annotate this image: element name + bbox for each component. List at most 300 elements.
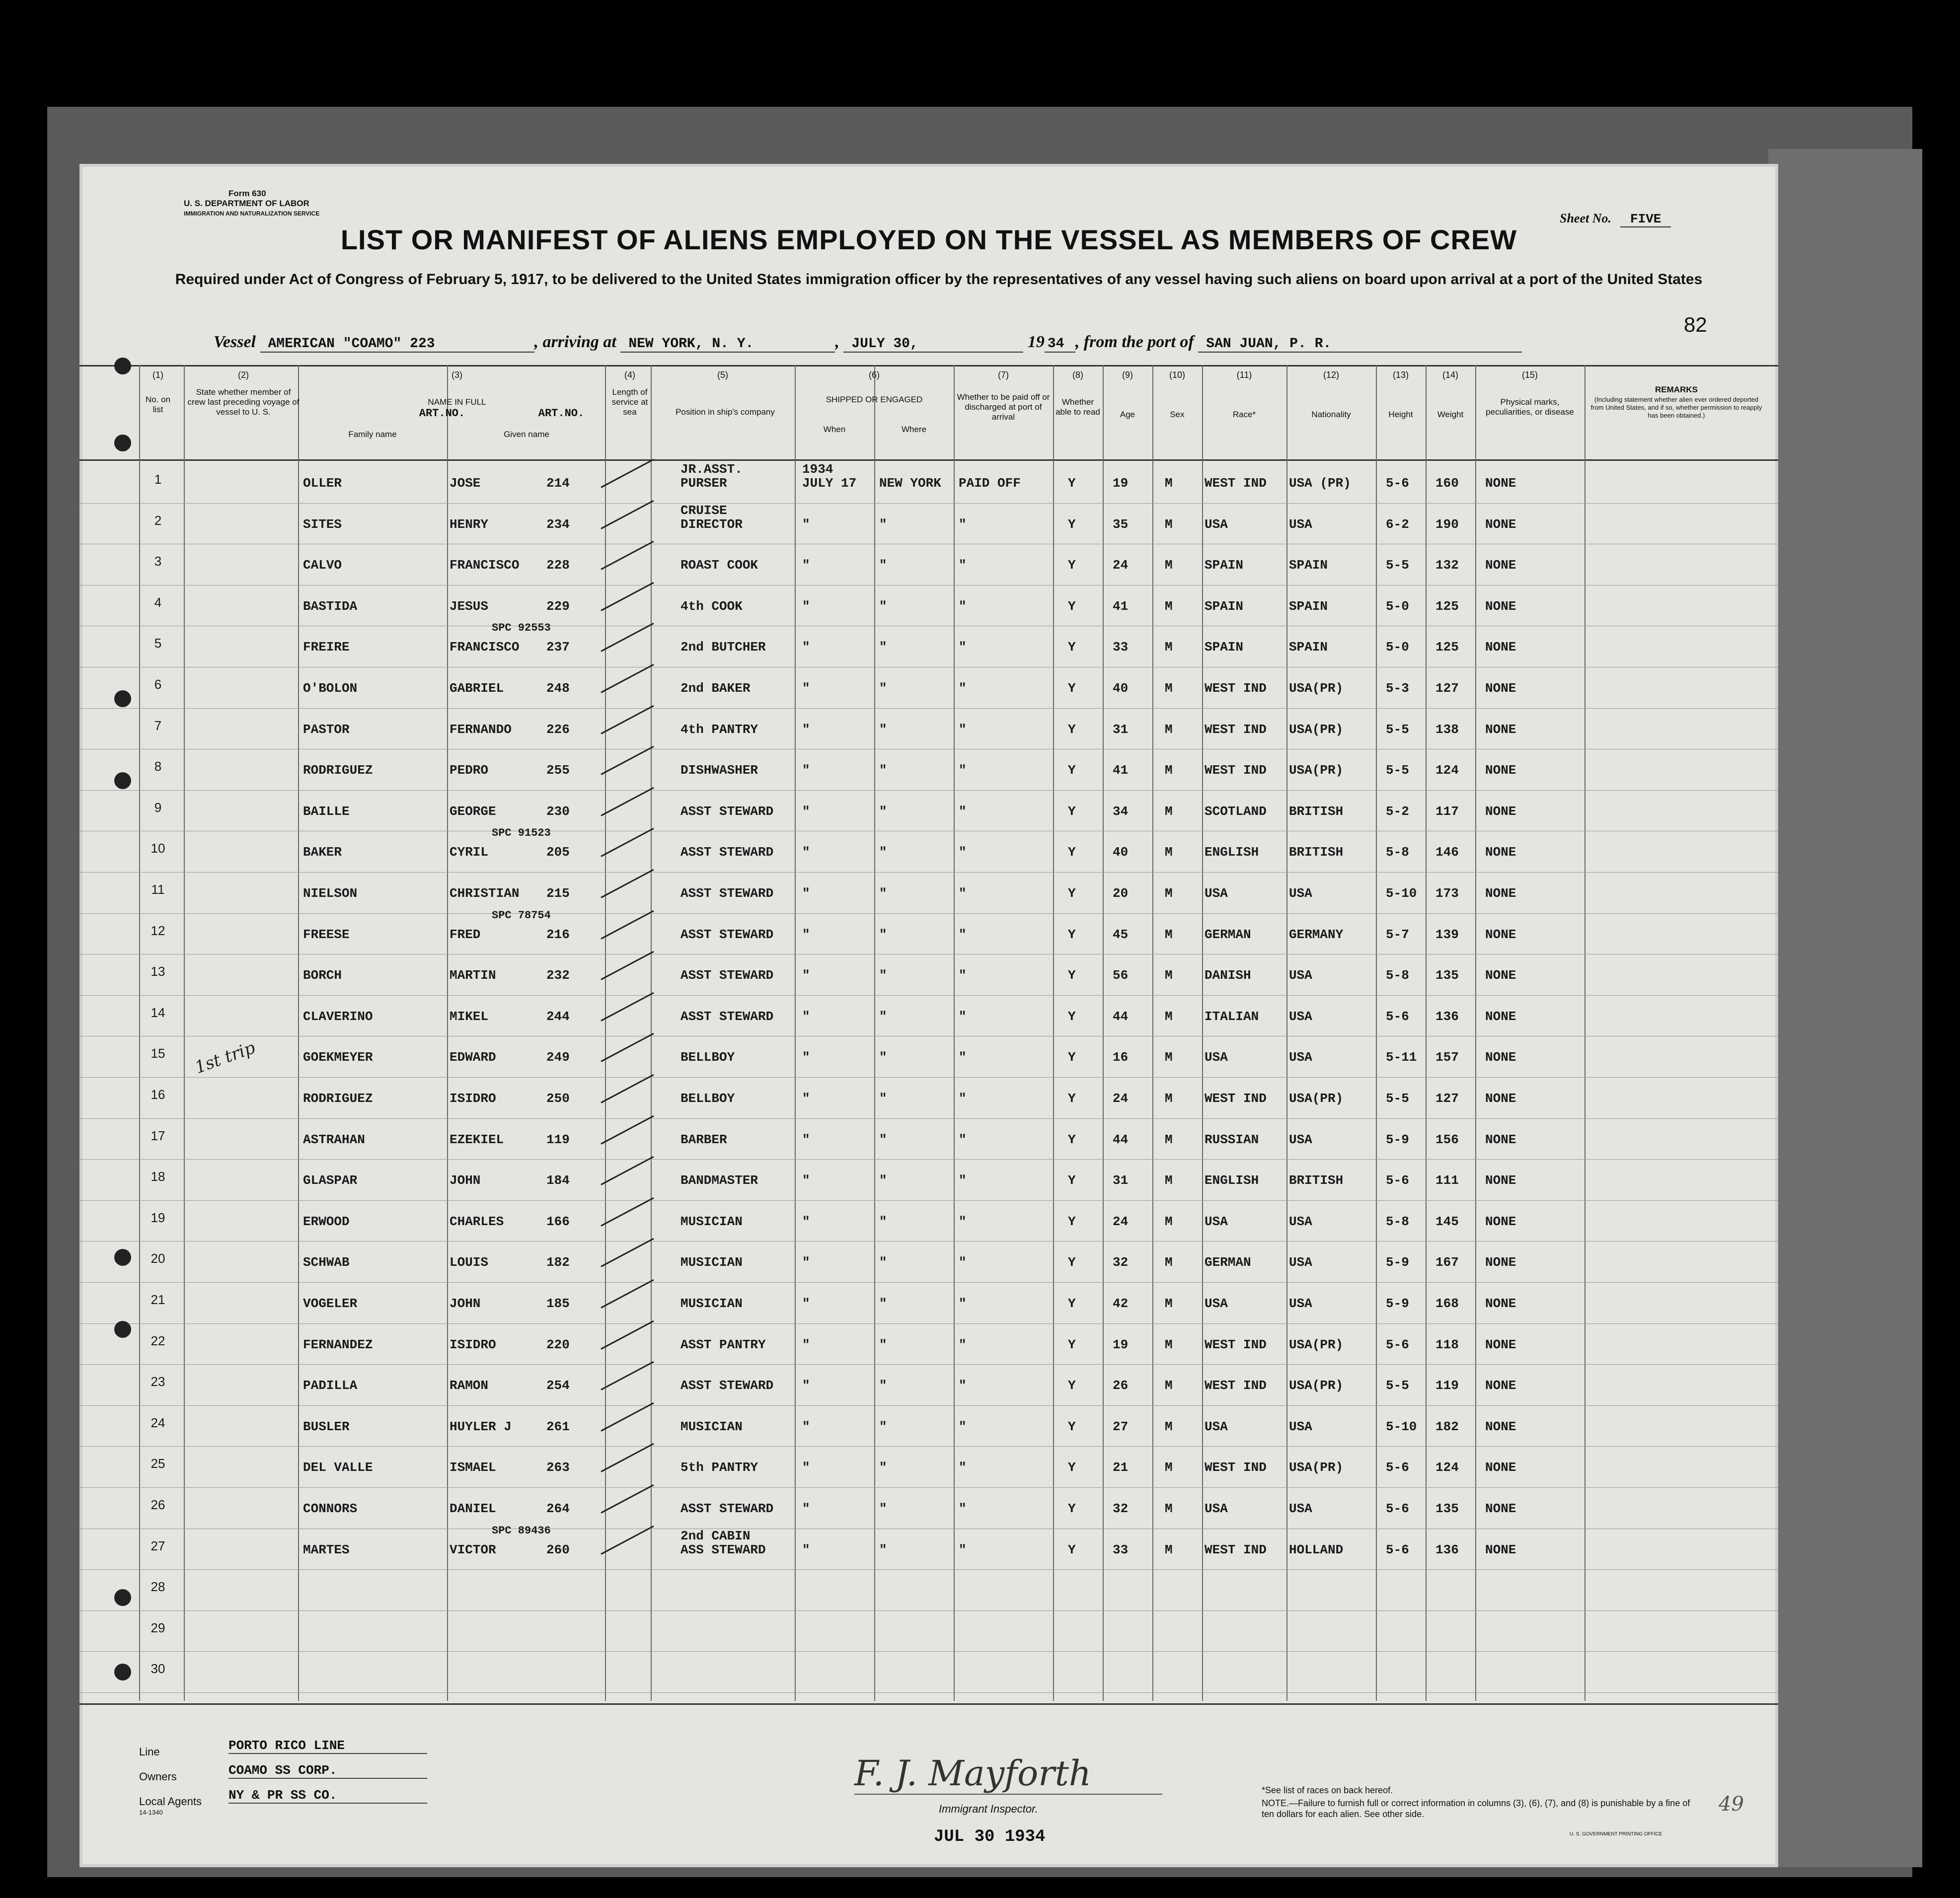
printing-office: U. S. GOVERNMENT PRINTING OFFICE (1570, 1831, 1662, 1837)
row-number: 6 (154, 677, 162, 692)
able-to-read: Y (1068, 1542, 1076, 1557)
nationality: USA (1289, 1501, 1312, 1516)
race: WEST IND (1205, 1460, 1267, 1475)
race: USA (1205, 1050, 1228, 1065)
header-paid-off: Whether to be paid off or discharged at port of arrival (957, 392, 1050, 422)
row-number: 2 (154, 512, 162, 528)
col-num-7: (7) (998, 370, 1009, 380)
position: 2nd BUTCHER (680, 640, 766, 655)
nationality: USA (1289, 1132, 1312, 1147)
position: 2nd BAKER (680, 681, 751, 696)
height: 5-8 (1386, 845, 1409, 860)
header-bottom-rule (79, 459, 1778, 461)
able-to-read: Y (1068, 1460, 1076, 1475)
tally-stroke (601, 910, 654, 939)
sex: M (1165, 598, 1173, 614)
position: ASST STEWARD (680, 1501, 774, 1516)
age: 31 (1113, 1173, 1129, 1188)
art-number: 230 (546, 803, 570, 819)
punch-hole (114, 1321, 131, 1338)
punch-hole (114, 772, 131, 789)
age: 19 (1113, 476, 1129, 491)
race: ENGLISH (1205, 1173, 1259, 1188)
paid-off: " (959, 1460, 967, 1475)
sex: M (1165, 1132, 1173, 1147)
weight: 124 (1435, 1460, 1459, 1475)
position: 4th PANTRY (680, 722, 758, 737)
physical-marks: NONE (1485, 1214, 1516, 1229)
position: ASST STEWARD (680, 968, 774, 983)
table-row (79, 827, 1778, 870)
header-family-name: Family name (348, 430, 397, 439)
tally-stroke (601, 705, 654, 734)
race: WEST IND (1205, 763, 1267, 778)
height: 5-9 (1386, 1296, 1409, 1311)
given-name: DANIEL (450, 1501, 496, 1516)
race: WEST IND (1205, 1378, 1267, 1393)
tally-stroke (601, 500, 654, 529)
shipped-when: " (802, 1337, 810, 1352)
age: 42 (1113, 1296, 1129, 1311)
shipped-where: " (879, 1419, 887, 1434)
family-name: ERWOOD (303, 1214, 350, 1229)
age: 35 (1113, 516, 1129, 532)
nationality: USA(PR) (1289, 681, 1344, 696)
art-number: 205 (546, 845, 570, 860)
given-name: CYRIL (450, 845, 489, 860)
physical-marks: NONE (1485, 1050, 1516, 1065)
art-number: 228 (546, 558, 570, 573)
height: 5-8 (1386, 968, 1409, 983)
art-number: 185 (546, 1296, 570, 1311)
line-label: Line (139, 1746, 160, 1758)
position-line-1: 2nd CABIN (680, 1528, 751, 1543)
row-number: 15 (151, 1046, 165, 1061)
physical-marks: NONE (1485, 1009, 1516, 1024)
footer-top-rule (79, 1703, 1778, 1705)
paid-off: " (959, 845, 967, 860)
given-name: JESUS (450, 598, 489, 614)
weight: 138 (1435, 722, 1459, 737)
header-sex: Sex (1170, 410, 1185, 419)
arrival-year: 34 (1045, 336, 1075, 353)
shipped-where: " (879, 1214, 887, 1229)
given-name: GEORGE (450, 803, 496, 819)
header-position: Position in ship's company (676, 407, 775, 417)
shipped-when: " (802, 1378, 810, 1393)
art-number: 264 (546, 1501, 570, 1516)
art-number: 182 (546, 1255, 570, 1270)
art-no-label-2: ART.NO. (538, 407, 585, 420)
row-number: 26 (151, 1497, 165, 1512)
able-to-read: Y (1068, 558, 1076, 573)
paid-off: " (959, 968, 967, 983)
header-remarks: REMARKS (1655, 385, 1698, 394)
position: BELLBOY (680, 1050, 735, 1065)
row-number: 3 (154, 554, 162, 569)
tally-stroke (601, 746, 654, 775)
shipped-where: " (879, 681, 887, 696)
able-to-read: Y (1068, 1132, 1076, 1147)
tally-stroke (601, 1443, 654, 1472)
paid-off: PAID OFF (959, 476, 1021, 491)
art-number: 234 (546, 516, 570, 532)
sex: M (1165, 968, 1173, 983)
physical-marks: NONE (1485, 681, 1516, 696)
fine-note: NOTE.—Failure to furnish full or correct information in columns (3), (6), (7), and (8) is punishable by a fine of ten dollars for each alien. See other side. (1262, 1798, 1690, 1819)
shipped-when: " (802, 1091, 810, 1106)
position: ASST STEWARD (680, 927, 774, 942)
art-number: 214 (546, 476, 570, 491)
shipped-when: " (802, 558, 810, 573)
page-number: 82 (1684, 313, 1707, 336)
shipped-when: " (802, 516, 810, 532)
physical-marks: NONE (1485, 1460, 1516, 1475)
age: 33 (1113, 1542, 1129, 1557)
table-row (79, 585, 1778, 624)
able-to-read: Y (1068, 1501, 1076, 1516)
shipped-when: " (802, 722, 810, 737)
sex: M (1165, 1255, 1173, 1270)
art-number: 255 (546, 763, 570, 778)
height: 5-2 (1386, 803, 1409, 819)
shipped-where: " (879, 598, 887, 614)
art-number: 226 (546, 722, 570, 737)
date-stamp: JUL 30 1934 (934, 1827, 1046, 1846)
shipped-where: " (879, 1542, 887, 1557)
weight: 111 (1435, 1173, 1459, 1188)
weight: 173 (1435, 886, 1459, 901)
age: 26 (1113, 1378, 1129, 1393)
race: ENGLISH (1205, 845, 1259, 860)
row-number: 19 (151, 1210, 165, 1225)
paid-off: " (959, 1173, 967, 1188)
row-number: 28 (151, 1579, 165, 1595)
handwritten-note: 1st trip (192, 1037, 258, 1078)
header-when: When (823, 425, 846, 434)
family-name: SCHWAB (303, 1255, 350, 1270)
row-number: 25 (151, 1456, 165, 1471)
given-name: HENRY (450, 516, 489, 532)
shipped-when: " (802, 1050, 810, 1065)
tally-stroke (601, 623, 654, 652)
family-name: OLLER (303, 476, 342, 491)
tally-stroke (601, 1197, 654, 1227)
family-name: NIELSON (303, 886, 358, 901)
physical-marks: NONE (1485, 1419, 1516, 1434)
row-rule (79, 1692, 1778, 1693)
race: WEST IND (1205, 1091, 1267, 1106)
nationality: USA (PR) (1289, 476, 1351, 491)
able-to-read: Y (1068, 681, 1076, 696)
family-name: CONNORS (303, 1501, 358, 1516)
shipped-when: " (802, 886, 810, 901)
paid-off: " (959, 927, 967, 942)
family-name: FREIRE (303, 640, 350, 655)
art-number: 263 (546, 1460, 570, 1475)
weight: 118 (1435, 1337, 1459, 1352)
agents-code: 14-1340 (139, 1809, 163, 1816)
shipped-when: " (802, 968, 810, 983)
able-to-read: Y (1068, 1214, 1076, 1229)
table-row (79, 790, 1778, 829)
tally-stroke (601, 1320, 654, 1349)
family-name: BUSLER (303, 1419, 350, 1434)
table-row (79, 503, 1778, 542)
position: DISHWASHER (680, 763, 758, 778)
family-name: O'BOLON (303, 681, 358, 696)
nationality: USA (1289, 1009, 1312, 1024)
col-num-12: (12) (1323, 370, 1339, 380)
sex: M (1165, 1460, 1173, 1475)
able-to-read: Y (1068, 927, 1076, 942)
art-number: 216 (546, 927, 570, 942)
spc-number: SPC 92553 (492, 622, 551, 635)
paid-off: " (959, 886, 967, 901)
art-number: 184 (546, 1173, 570, 1188)
race: WEST IND (1205, 1337, 1267, 1352)
row-number: 8 (154, 759, 162, 774)
given-name: JOSE (450, 476, 481, 491)
shipped-when: " (802, 1501, 810, 1516)
punch-hole (114, 358, 131, 374)
physical-marks: NONE (1485, 845, 1516, 860)
tally-stroke (601, 992, 654, 1022)
given-name: FERNANDO (450, 722, 512, 737)
age: 41 (1113, 763, 1129, 778)
given-name: GABRIEL (450, 681, 504, 696)
shipped-where: " (879, 1501, 887, 1516)
physical-marks: NONE (1485, 886, 1516, 901)
shipped-year: 1934 (802, 462, 833, 477)
shipped-where: " (879, 1050, 887, 1065)
row-number: 17 (151, 1128, 165, 1143)
shipped-where: " (879, 886, 887, 901)
arrival-port: NEW YORK, N. Y. (620, 336, 835, 353)
page-subtitle: Required under Act of Congress of February 5, 1917, to be delivered to the United States immigration officer by the representatives of any vessel having such aliens on board upon arrival at a port of the United States (175, 271, 1703, 288)
physical-marks: NONE (1485, 1296, 1516, 1311)
nationality: USA(PR) (1289, 1337, 1344, 1352)
given-name: FRED (450, 927, 481, 942)
sex: M (1165, 1214, 1173, 1229)
able-to-read: Y (1068, 1255, 1076, 1270)
given-name: VICTOR (450, 1542, 496, 1557)
given-name: CHARLES (450, 1214, 504, 1229)
sex: M (1165, 1296, 1173, 1311)
year-prefix: 19 (1027, 333, 1045, 351)
position: ASST STEWARD (680, 1009, 774, 1024)
family-name: BORCH (303, 968, 342, 983)
paid-off: " (959, 516, 967, 532)
sex: M (1165, 1091, 1173, 1106)
height: 5-6 (1386, 1173, 1409, 1188)
tally-stroke (601, 1238, 654, 1267)
paid-off: " (959, 598, 967, 614)
header-no-on-list: No. on list (145, 395, 171, 414)
tally-stroke (601, 459, 654, 488)
table-row (79, 1282, 1778, 1321)
shipped-when: " (802, 681, 810, 696)
shipped-where: " (879, 1337, 887, 1352)
shipped-when: " (802, 1173, 810, 1188)
tally-stroke (601, 582, 654, 611)
header-nationality: Nationality (1311, 410, 1351, 419)
given-name: HUYLER J (450, 1419, 512, 1434)
shipped-where: " (879, 968, 887, 983)
given-name: RAMON (450, 1378, 489, 1393)
weight: 127 (1435, 1091, 1459, 1106)
shipped-when: " (802, 1296, 810, 1311)
header-physical-marks: Physical marks, peculiarities, or disease (1486, 397, 1574, 417)
paid-off: " (959, 681, 967, 696)
row-number: 10 (151, 841, 165, 856)
owners-value: COAMO SS CORP. (228, 1763, 427, 1779)
shipped-when: " (802, 598, 810, 614)
nationality: SPAIN (1289, 640, 1328, 655)
family-name: RODRIGUEZ (303, 763, 373, 778)
physical-marks: NONE (1485, 1255, 1516, 1270)
art-number: 237 (546, 640, 570, 655)
paid-off: " (959, 1255, 967, 1270)
able-to-read: Y (1068, 968, 1076, 983)
height: 5-3 (1386, 681, 1409, 696)
position: DIRECTOR (680, 516, 743, 532)
corner-number: 49 (1719, 1793, 1744, 1816)
shipped-where: " (879, 803, 887, 819)
table-row (79, 954, 1778, 993)
family-name: GOEKMEYER (303, 1050, 373, 1065)
art-number: 220 (546, 1337, 570, 1352)
nationality: USA (1289, 968, 1312, 983)
height: 5-6 (1386, 1337, 1409, 1352)
tally-stroke (601, 1402, 654, 1432)
header-race: Race* (1232, 410, 1256, 419)
height: 5-5 (1386, 1378, 1409, 1393)
able-to-read: Y (1068, 763, 1076, 778)
weight: 182 (1435, 1419, 1459, 1434)
weight: 132 (1435, 558, 1459, 573)
agents-value: NY & PR SS CO. (228, 1788, 427, 1804)
paid-off: " (959, 1091, 967, 1106)
row-number: 30 (151, 1661, 165, 1677)
form-header-block (184, 189, 333, 219)
col-num-5: (5) (717, 370, 728, 380)
art-number: 250 (546, 1091, 570, 1106)
height: 5-6 (1386, 476, 1409, 491)
table-row (79, 1323, 1778, 1362)
table-row (79, 1405, 1778, 1444)
art-number: 166 (546, 1214, 570, 1229)
able-to-read: Y (1068, 845, 1076, 860)
punch-hole (114, 1249, 131, 1266)
race: SPAIN (1205, 558, 1244, 573)
position-line-1: JR.ASST. (680, 462, 743, 477)
shipped-where: " (879, 1091, 887, 1106)
sex: M (1165, 763, 1173, 778)
height: 5-0 (1386, 640, 1409, 655)
able-to-read: Y (1068, 516, 1076, 532)
given-name: MARTIN (450, 968, 496, 983)
height: 6-2 (1386, 516, 1409, 532)
able-to-read: Y (1068, 1337, 1076, 1352)
family-name: ASTRAHAN (303, 1132, 365, 1147)
family-name: GLASPAR (303, 1173, 358, 1188)
height: 5-9 (1386, 1255, 1409, 1270)
shipped-when: " (802, 1419, 810, 1434)
weight: 145 (1435, 1214, 1459, 1229)
age: 20 (1113, 886, 1129, 901)
row-number: 13 (151, 964, 165, 979)
able-to-read: Y (1068, 722, 1076, 737)
folder-backing (1768, 149, 1922, 1867)
tally-stroke (601, 1156, 654, 1185)
col-num-10: (10) (1169, 370, 1185, 380)
race: RUSSIAN (1205, 1132, 1259, 1147)
sex: M (1165, 1173, 1173, 1188)
position: ASST STEWARD (680, 803, 774, 819)
given-name: PEDRO (450, 763, 489, 778)
height: 5-7 (1386, 927, 1409, 942)
height: 5-6 (1386, 1009, 1409, 1024)
given-name: CHRISTIAN (450, 886, 520, 901)
row-number: 1 (154, 472, 162, 487)
shipped-where: " (879, 763, 887, 778)
age: 24 (1113, 1091, 1129, 1106)
table-row (79, 667, 1778, 706)
art-number: 232 (546, 968, 570, 983)
shipped-where: " (879, 558, 887, 573)
table-row (79, 1036, 1778, 1075)
sex: M (1165, 516, 1173, 532)
physical-marks: NONE (1485, 516, 1516, 532)
row-number: 18 (151, 1169, 165, 1184)
physical-marks: NONE (1485, 476, 1516, 491)
shipped-where: " (879, 1378, 887, 1393)
paid-off: " (959, 1009, 967, 1024)
vessel-label: Vessel (214, 333, 256, 351)
page-title: LIST OR MANIFEST OF ALIENS EMPLOYED ON THE VESSEL AS MEMBERS OF CREW (340, 224, 1517, 255)
table-row (79, 1241, 1778, 1280)
header-height: Height (1388, 410, 1413, 419)
tally-stroke (601, 541, 654, 570)
age: 16 (1113, 1050, 1129, 1065)
able-to-read: Y (1068, 1378, 1076, 1393)
position: ROAST COOK (680, 558, 758, 573)
sex: M (1165, 1542, 1173, 1557)
paid-off: " (959, 558, 967, 573)
col-num-6: (6) (869, 370, 880, 380)
row-number: 5 (154, 636, 162, 651)
given-name: ISMAEL (450, 1460, 496, 1475)
position: 5th PANTRY (680, 1460, 758, 1475)
age: 41 (1113, 598, 1129, 614)
shipped-where: " (879, 1296, 887, 1311)
height: 5-11 (1386, 1050, 1417, 1065)
sex: M (1165, 558, 1173, 573)
height: 5-10 (1386, 886, 1417, 901)
weight: 136 (1435, 1542, 1459, 1557)
col-num-3: (3) (452, 370, 462, 380)
weight: 125 (1435, 598, 1459, 614)
race: USA (1205, 1296, 1228, 1311)
art-number: 244 (546, 1009, 570, 1024)
shipped-where: NEW YORK (879, 476, 941, 491)
given-name: LOUIS (450, 1255, 489, 1270)
nationality: BRITISH (1289, 1173, 1344, 1188)
height: 5-5 (1386, 722, 1409, 737)
table-top-rule (79, 365, 1778, 366)
nationality: USA (1289, 1255, 1312, 1270)
